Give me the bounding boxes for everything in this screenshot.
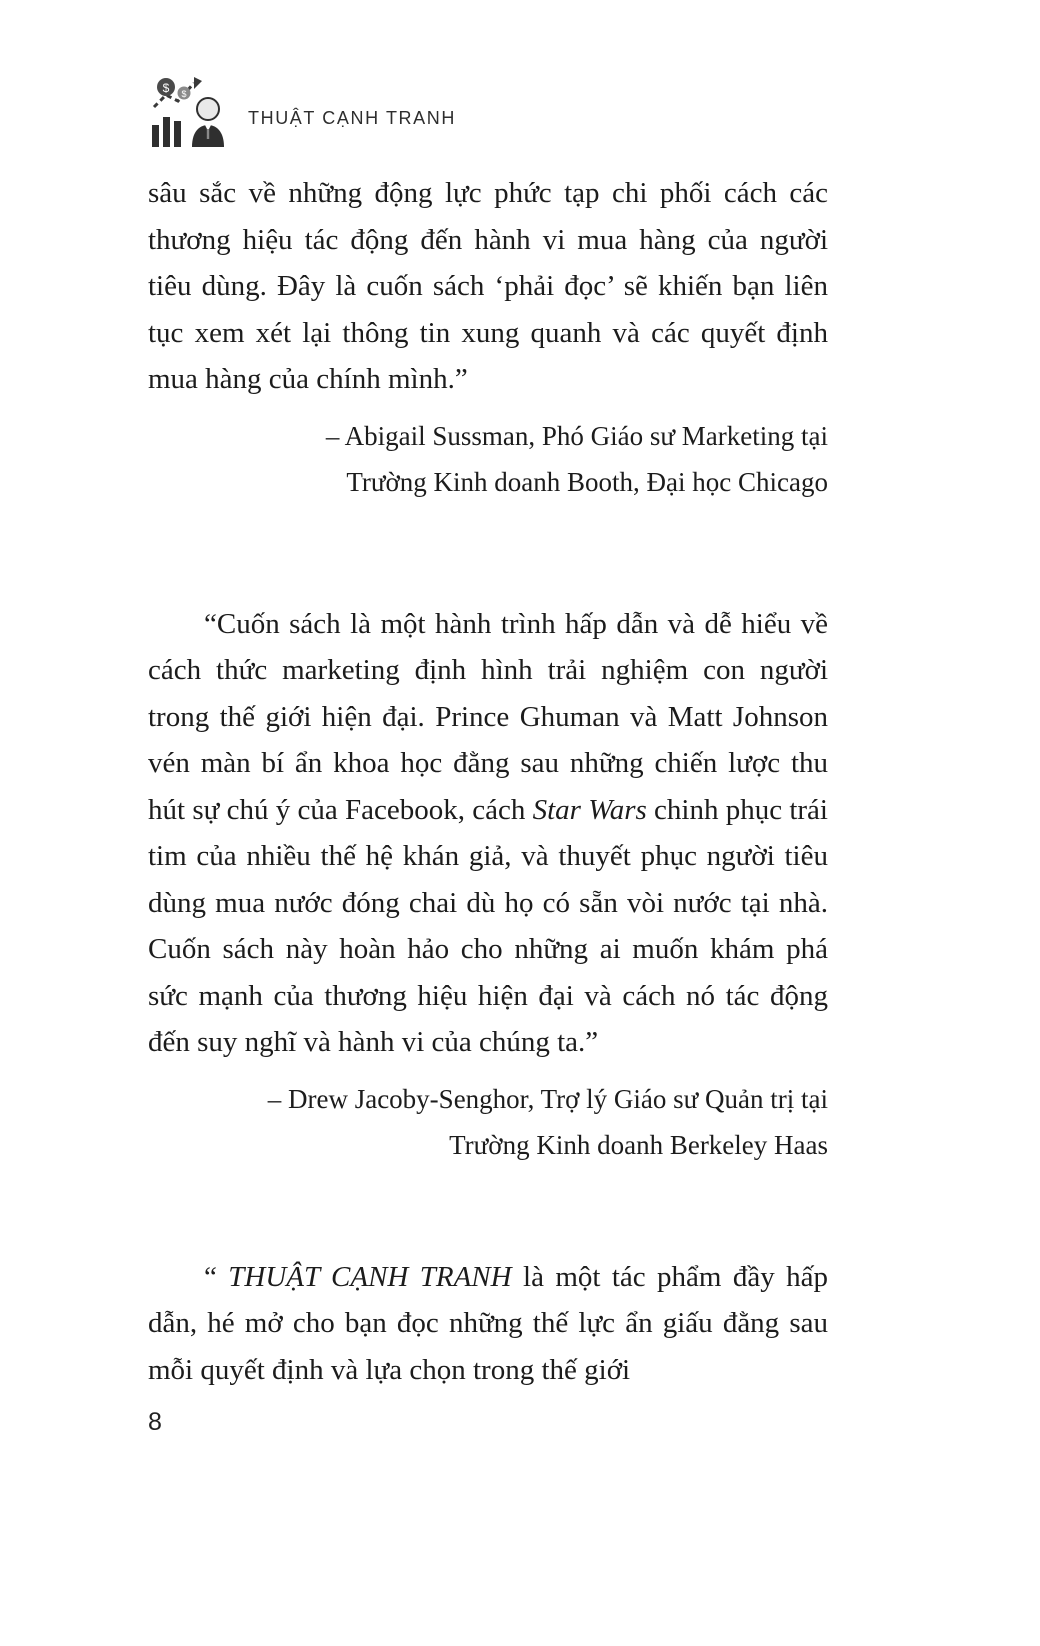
attribution-1 [148,413,828,505]
svg-text:$: $ [181,89,187,99]
page-number: 8 [148,1408,162,1436]
page-content [148,0,828,1393]
page-header [148,72,828,152]
businessman-growth-chart-icon [148,73,234,151]
attribution-2 [148,1076,828,1168]
svg-text:$: $ [162,81,170,95]
running-head-title: THUẬT CẠNH TRANH [248,107,456,128]
quote-2-run-1: “Cuốn sách là một hành trình hấp dẫn và dễ hiểu về cách thức marketing định hình trải nghiệm con người trong thế giới hiện đại. Prince Ghuman và Matt Johnson vén màn bí ẩn khoa học đằng sau những chiến lược thu hút sự chú ý của Facebook, cách [148,607,828,826]
quote-3-run-3: là một tác phẩm đầy hấp dẫn, hé mở cho bạn đọc những thế lực ẩn giấu đằng sau mỗi quyết định và lựa chọn trong thế giới [148,1260,829,1386]
testimonial-quote-3 [148,1254,828,1394]
testimonial-quote-1 [148,170,828,403]
quote-2-run-2-italic: Star Wars [532,793,647,826]
quote-3-run-1: “ [204,1260,229,1293]
attribution-1-line-1: – Abigail Sussman, Phó Giáo sư Marketing tại [325,420,828,451]
testimonial-quote-2 [148,601,828,1066]
attribution-2-line-1: – Drew Jacoby-Senghor, Trợ lý Giáo sư Quản trị tại [267,1083,828,1114]
quote-2-run-3: chinh phục trái tim của nhiều thế hệ khán giả, và thuyết phục người tiêu dùng mua nước đóng chai dù họ có sẵn vòi nước tại nhà. Cuốn sách này hoàn hảo cho những ai muốn khám phá sức mạnh của thương hiệu hiện đại và cách nó tác động đến suy nghĩ và hành vi của chúng ta.” [148,793,828,1058]
attribution-1-line-2: Trường Kinh doanh Booth, Đại học Chicago [346,466,828,497]
attribution-2-line-2: Trường Kinh doanh Berkeley Haas [449,1129,828,1160]
quote-1-text: sâu sắc về những động lực phức tạp chi phối cách các thương hiệu tác động đến hành vi mua hàng của người tiêu dùng. Đây là cuốn sách ‘phải đọc’ sẽ khiến bạn liên tục xem xét lại thông tin xung quanh và các quyết định mua hàng của chính mình.” [148,177,828,395]
quote-3-run-2-italic: THUẬT CẠNH TRANH [228,1260,512,1293]
